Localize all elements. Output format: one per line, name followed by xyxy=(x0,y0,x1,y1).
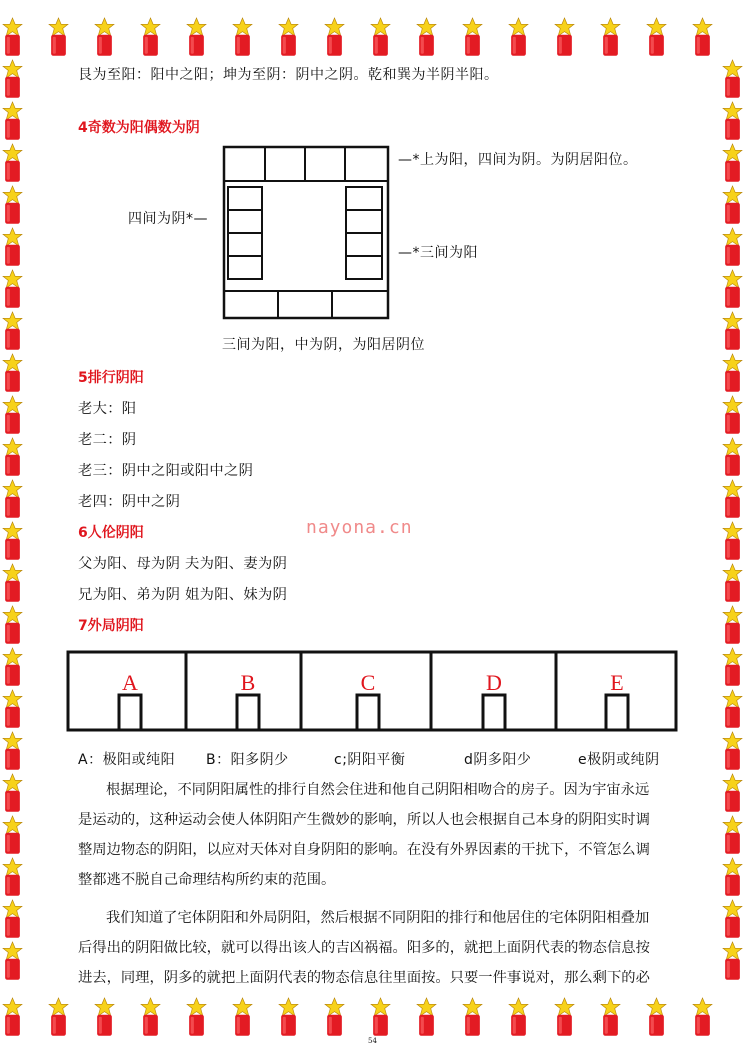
candle-icon xyxy=(723,690,742,728)
candle-icon xyxy=(723,816,742,854)
candle-icon xyxy=(3,18,22,56)
family-line: 父为阳、母为阴 夫为阳、妻为阴 xyxy=(78,556,288,572)
candle-icon xyxy=(555,18,574,56)
heading-4: 4奇数为阳偶数为阴 xyxy=(78,120,200,136)
rank-line: 老二：阴 xyxy=(78,432,137,448)
candle-icon xyxy=(3,648,22,686)
candle-icon xyxy=(693,18,712,56)
candle-icon xyxy=(3,396,22,434)
candle-icon xyxy=(187,18,206,56)
candle-icon xyxy=(233,998,252,1036)
paragraph-line: 整都逃不脱自己命理结构所约束的范围。 xyxy=(78,872,336,888)
candle-icon xyxy=(3,942,22,980)
annotation-left: 四间为阴*— xyxy=(128,211,208,227)
door-mark xyxy=(483,695,505,730)
annotation-top: —*上为阳，四间为阴。为阴居阳位。 xyxy=(398,152,638,168)
candle-icon xyxy=(279,998,298,1036)
door-mark xyxy=(119,695,141,730)
candle-icon xyxy=(3,312,22,350)
candle-icon xyxy=(3,102,22,140)
candle-icon xyxy=(723,186,742,224)
candle-icon xyxy=(3,480,22,518)
legend-b: B：阳多阴少 xyxy=(206,752,289,768)
candle-icon xyxy=(723,354,742,392)
legend-e: e极阴或纯阴 xyxy=(578,752,660,768)
candle-icon xyxy=(463,18,482,56)
heading-5: 5排行阴阳 xyxy=(78,370,144,386)
candle-icon xyxy=(3,60,22,98)
paragraph-line: 我们知道了宅体阴阳和外局阴阳，然后根据不同阴阳的排行和他居住的宅体阴阳相叠加 xyxy=(106,910,650,926)
rank-line: 老三：阴中之阳或阳中之阴 xyxy=(78,463,254,479)
candle-icon xyxy=(723,102,742,140)
candle-icon xyxy=(723,774,742,812)
heading-7: 7外局阴阳 xyxy=(78,618,144,634)
annotation-right: —*三间为阳 xyxy=(398,245,478,261)
candle-icon xyxy=(371,18,390,56)
family-line: 兄为阳、弟为阴 姐为阳、妹为阴 xyxy=(78,587,288,603)
candle-icon xyxy=(723,396,742,434)
candle-icon xyxy=(647,998,666,1036)
candle-icon xyxy=(3,816,22,854)
candle-icon xyxy=(463,998,482,1036)
candle-icon xyxy=(723,648,742,686)
candle-icon xyxy=(417,18,436,56)
door-mark xyxy=(606,695,628,730)
page-number: 54 xyxy=(368,1037,377,1045)
candle-icon xyxy=(723,312,742,350)
candle-icon xyxy=(509,998,528,1036)
candle-icon xyxy=(723,732,742,770)
legend-a: A：极阳或纯阳 xyxy=(78,752,176,768)
diagram-caption: 三间为阳，中为阴，为阳居阴位 xyxy=(222,337,425,353)
candle-icon xyxy=(555,998,574,1036)
watermark: nayona.cn xyxy=(306,517,413,538)
candle-icon xyxy=(141,998,160,1036)
candle-icon xyxy=(723,228,742,266)
door-mark xyxy=(357,695,379,730)
candle-icon xyxy=(371,998,390,1036)
section-label: D xyxy=(486,670,502,695)
legend-d: d阴多阳少 xyxy=(464,752,532,768)
rank-line: 老大：阳 xyxy=(78,401,137,417)
candle-icon xyxy=(723,942,742,980)
candle-icon xyxy=(601,18,620,56)
candle-icon xyxy=(3,186,22,224)
door-mark xyxy=(237,695,259,730)
paragraph-line: 是运动的，这种运动会使人体阴阳产生微妙的影响，所以人也会根据自己本身的阴阳实时调 xyxy=(78,812,650,828)
candle-icon xyxy=(95,18,114,56)
candle-icon xyxy=(417,998,436,1036)
candle-icon xyxy=(49,18,68,56)
candle-icon xyxy=(723,438,742,476)
candle-icon xyxy=(693,998,712,1036)
candle-icon xyxy=(49,998,68,1036)
candle-icon xyxy=(723,480,742,518)
candle-icon xyxy=(3,690,22,728)
candle-icon xyxy=(325,18,344,56)
candle-icon xyxy=(3,270,22,308)
candle-icon xyxy=(723,606,742,644)
candle-icon xyxy=(3,144,22,182)
section-label: E xyxy=(610,670,624,695)
paragraph-line: 根据理论，不同阴阳属性的排行自然会住进和他自己阴阳相吻合的房子。因为宇宙永远 xyxy=(106,782,650,798)
paragraph-line: 进去，同理，阴多的就把上面阴代表的物态信息往里面按。只要一件事说对，那么剩下的必 xyxy=(78,970,650,986)
outer-layout-diagram xyxy=(66,650,678,732)
candle-icon xyxy=(279,18,298,56)
candle-icon xyxy=(723,564,742,602)
candle-icon xyxy=(509,18,528,56)
candle-icon xyxy=(723,858,742,896)
paragraph-1 xyxy=(78,775,686,895)
candle-icon xyxy=(723,270,742,308)
paragraph-2 xyxy=(78,903,686,993)
candle-icon xyxy=(3,900,22,938)
candle-icon xyxy=(601,998,620,1036)
section-label: B xyxy=(240,670,256,695)
candle-icon xyxy=(3,858,22,896)
candle-icon xyxy=(3,522,22,560)
candle-icon xyxy=(3,354,22,392)
candle-icon xyxy=(3,228,22,266)
candle-icon xyxy=(647,18,666,56)
candle-icon xyxy=(723,522,742,560)
candle-icon xyxy=(187,998,206,1036)
room-diagram xyxy=(222,145,390,320)
candle-icon xyxy=(3,564,22,602)
paragraph-line: 后得出的阴阳做比较，就可以得出该人的吉凶祸福。阳多的，就把上面阴代表的物态信息按 xyxy=(78,940,650,956)
candle-icon xyxy=(723,900,742,938)
candle-icon xyxy=(723,60,742,98)
candle-icon xyxy=(3,998,22,1036)
candle-icon xyxy=(3,732,22,770)
candle-icon xyxy=(3,606,22,644)
candle-icon xyxy=(95,998,114,1036)
heading-6: 6人伦阴阳 xyxy=(78,525,144,541)
candle-icon xyxy=(723,144,742,182)
legend-c: c;阴阳平衡 xyxy=(334,752,406,768)
section-label: A xyxy=(122,670,138,695)
candle-icon xyxy=(3,438,22,476)
paragraph-line: 整周边物态的阴阳，以应对天体对自身阴阳的影响。在没有外界因素的干扰下，不管怎么调 xyxy=(78,842,650,858)
text-line: 艮为至阳：阳中之阳；坤为至阴：阴中之阴。乾和巽为半阴半阳。 xyxy=(78,67,499,83)
candle-icon xyxy=(233,18,252,56)
candle-icon xyxy=(3,774,22,812)
candle-icon xyxy=(325,998,344,1036)
rank-line: 老四：阴中之阴 xyxy=(78,494,181,510)
section-label: C xyxy=(360,670,376,695)
candle-icon xyxy=(141,18,160,56)
